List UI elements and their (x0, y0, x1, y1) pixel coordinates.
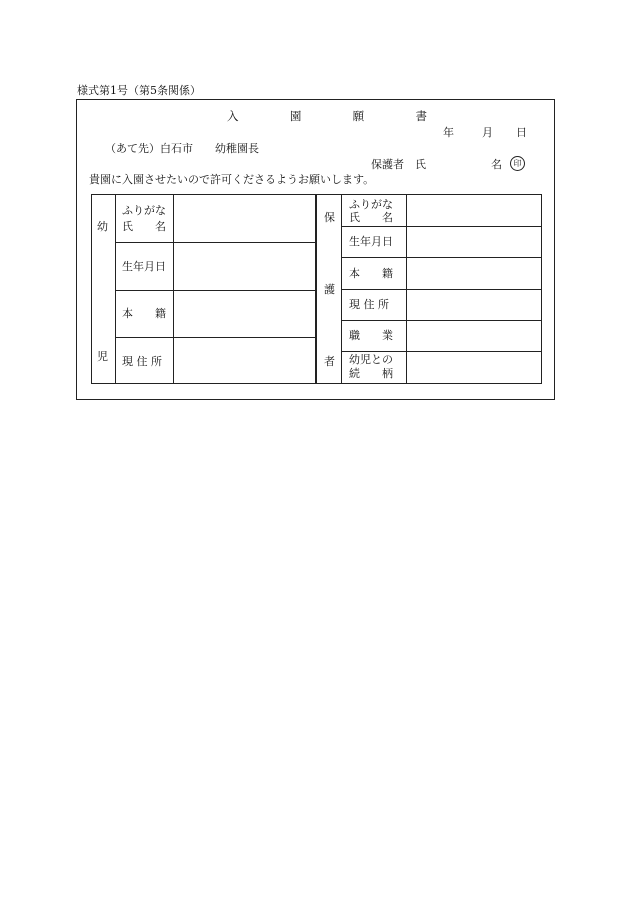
guardian-occupation-label: 職 業 (349, 329, 393, 342)
date-day-label: 日 (516, 126, 527, 139)
guardian-relationship-label-2: 続 柄 (349, 367, 393, 380)
child-domicile-field[interactable] (174, 291, 315, 337)
child-birthdate-field[interactable] (174, 243, 315, 290)
guardian-address-label: 現 住 所 (349, 298, 389, 311)
guardian-address-field[interactable] (407, 290, 541, 320)
child-name-field[interactable] (174, 195, 315, 242)
guardian-name-label: 氏 名 (349, 211, 393, 224)
addressee: （あて先）白石市 幼稚園長 (105, 142, 259, 155)
guardian-section-char-3: 者 (324, 355, 335, 368)
guardian-birthdate-field[interactable] (407, 227, 541, 257)
title-char: 入 (227, 109, 239, 123)
child-furigana-label: ふりがな (122, 204, 166, 217)
child-section-char-1: 幼 (97, 220, 108, 233)
date-year-label: 年 (443, 126, 454, 139)
child-name-label: 氏 名 (122, 220, 166, 233)
form-number: 様式第1号（第5条関係） (77, 84, 201, 97)
child-address-label: 現 住 所 (122, 355, 162, 368)
title-char: 書 (415, 109, 427, 123)
guardian-section-char-1: 保 (324, 211, 335, 224)
guardian-domicile-field[interactable] (407, 258, 541, 289)
guardian-name-field[interactable] (407, 195, 541, 226)
request-text: 貴園に入園させたいので許可くださるようお願いします。 (89, 173, 375, 186)
guardian-signature-name-label: 名 (491, 158, 502, 171)
application-form (76, 99, 555, 400)
guardian-section-char-2: 護 (324, 283, 335, 296)
guardian-relationship-label-1: 幼児との (349, 353, 393, 366)
guardian-occupation-field[interactable] (407, 321, 541, 351)
guardian-birthdate-label: 生年月日 (349, 235, 393, 248)
date-month-label: 月 (482, 126, 493, 139)
seal-icon: 印 (510, 156, 525, 171)
child-table (91, 194, 316, 384)
title-char: 園 (289, 109, 302, 123)
child-domicile-label: 本 籍 (122, 307, 166, 320)
child-birthdate-label: 生年月日 (122, 260, 166, 273)
guardian-signature-label: 保護者 氏 (371, 158, 426, 171)
guardian-domicile-label: 本 籍 (349, 267, 393, 280)
guardian-relationship-field[interactable] (407, 352, 541, 383)
guardian-table (316, 194, 542, 384)
child-section-char-2: 児 (97, 350, 108, 363)
title-char: 願 (352, 109, 365, 123)
child-address-field[interactable] (174, 338, 315, 383)
guardian-furigana-label: ふりがな (349, 198, 393, 211)
form-title (227, 110, 427, 123)
